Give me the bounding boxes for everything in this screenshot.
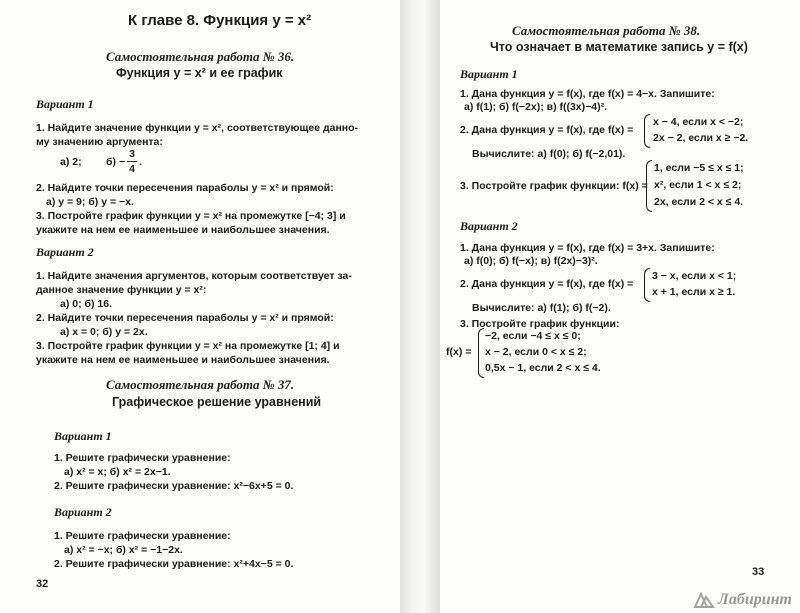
r2-case4: x − 2, если 0 < x ≤ 2; [485,346,587,358]
r2-task2-line1: 2. Дана функция y = f(x), где f(x) = [460,278,634,290]
work-37-subtitle: Графическое решение уравнений [112,395,322,409]
watermark-text: Лабиринт [717,591,792,608]
work-38-subtitle: Что означает в математике запись y = f(x) [490,40,748,54]
v4-task1-options: а) x² = −x; б) x² = −1−2x. [64,544,183,556]
variant-1-label: Вариант 1 [36,97,94,111]
v1-task1-b: б) [106,156,116,168]
v2-task2: 2. Найдите точки пересечения параболы y = x² и прямой: [36,312,334,324]
r2-case5: 0,5x − 1, если 2 < x ≤ 4. [485,362,601,374]
right-page [440,0,800,613]
r1-task1-line1: 1. Дана функция y = f(x), где f(x) = 4−x. Запишите: [460,88,715,100]
v2-task1-line2: данное значение функции y = x²: [36,284,207,296]
left-brace [644,114,650,148]
left-brace [646,160,652,212]
variant-1-label-37: Вариант 1 [54,429,112,443]
variant-2-label: Вариант 2 [36,245,94,259]
r1-case2: 2x − 2, если x ≥ −2. [653,132,749,144]
fraction-bar [127,161,137,162]
v1-frac-num: 3 [129,148,135,160]
r1-case4: x², если 1 < x ≤ 2; [654,179,742,191]
page-number-right: 33 [752,566,765,578]
work-37-title: Самостоятельная работа № 37. [106,377,295,392]
page-number-left: 32 [36,578,49,590]
v4-task1: 1. Решите графически уравнение: [54,530,231,542]
v1-task2: 2. Найдите точки пересечения параболы y = x² и прямой: [36,182,334,194]
v2-task2-options: а) x = 0; б) y = 2x. [60,326,148,338]
r2-task1-line1: 1. Дана функция y = f(x), где f(x) = 3+x. Запишите: [460,242,715,254]
variant-2-label-37: Вариант 2 [54,505,112,519]
r1-task1-line2: а) f(1); б) f(−2x); в) f((3x)−4)². [464,101,608,113]
v1-task1-line1: 1. Найдите значение функции y = x², соответствующее данно- [36,122,359,134]
v2-task3-line1: 3. Постройте график функции y = x² на промежутке [1; 4] и [36,340,340,352]
v2-task1-options: а) 0; б) 16. [60,298,113,310]
r1-case1: x − 4, если x < −2; [653,116,744,128]
r1-task3: 3. Постройте график функции: f(x) = [460,180,648,192]
v3-task1-options: а) x² = x; б) x² = 2x−1. [64,466,171,478]
r2-task2-calc: Вычислите: а) f(1); б) f(−2). [472,302,611,314]
v4-task2: 2. Решите графически уравнение: x²+4x−5 = 0. [54,558,294,570]
v1-task1-line2: му значению аргумента: [36,136,163,148]
r1-case3: 1, если −5 ≤ x ≤ 1; [654,162,744,174]
work-38-title: Самостоятельная работа № 38. [512,23,701,38]
work-36-subtitle: Функция y = x² и ее график [116,66,283,80]
v1-task3-line2: укажите на нем ее наименьшее и наибольшее значения. [36,224,330,236]
book-spine [400,0,440,613]
left-brace [644,268,650,302]
v3-task1: 1. Решите графически уравнение: [54,452,231,464]
v3-task2: 2. Решите графически уравнение: x²−6x+5 = 0. [54,480,294,492]
r-variant-1-label: Вариант 1 [460,67,518,81]
chapter-title: К главе 8. Функция y = x² [128,12,312,29]
v2-task3-line2: укажите на нем ее наименьшее и наибольшее значения. [36,354,330,366]
labirint-logo-icon [693,591,715,609]
v1-frac-den: 4 [129,163,135,175]
r-variant-2-label: Вариант 2 [460,219,518,233]
v1-task3-line1: 3. Постройте график функции y = x² на промежутке [−4; 3] и [36,210,346,222]
left-brace [478,328,484,378]
work-36-title: Самостоятельная работа № 36. [106,49,295,64]
r1-case5: 2x, если 2 < x ≤ 4. [654,196,744,208]
watermark [693,591,792,609]
r1-task2-calc: Вычислите: а) f(0); б) f(−2,01). [472,148,626,160]
r2-case2: x + 1, если x ≥ 1. [652,286,736,298]
v1-frac-end: . [139,156,142,168]
v1-fraction [127,148,137,175]
r2-task1-line2: а) f(0); б) f(−x); в) f(2x)−3)². [464,255,598,267]
r2-task3: 3. Постройте график функции: [460,318,620,330]
r2-case3: −2, если −4 ≤ x ≤ 0; [485,330,581,342]
r2-fx-label: f(x) = [446,346,472,358]
r1-task2-line1: 2. Дана функция y = f(x), где f(x) = [460,124,634,136]
v2-task1-line1: 1. Найдите значения аргументов, которым соответствует за- [36,270,352,282]
v1-task1-a: а) 2; [60,156,82,168]
v1-frac-minus: − [119,156,126,168]
v1-task2-options: а) y = 9; б) y = −x. [46,196,134,208]
r2-case1: 3 − x, если x < 1; [652,270,737,282]
